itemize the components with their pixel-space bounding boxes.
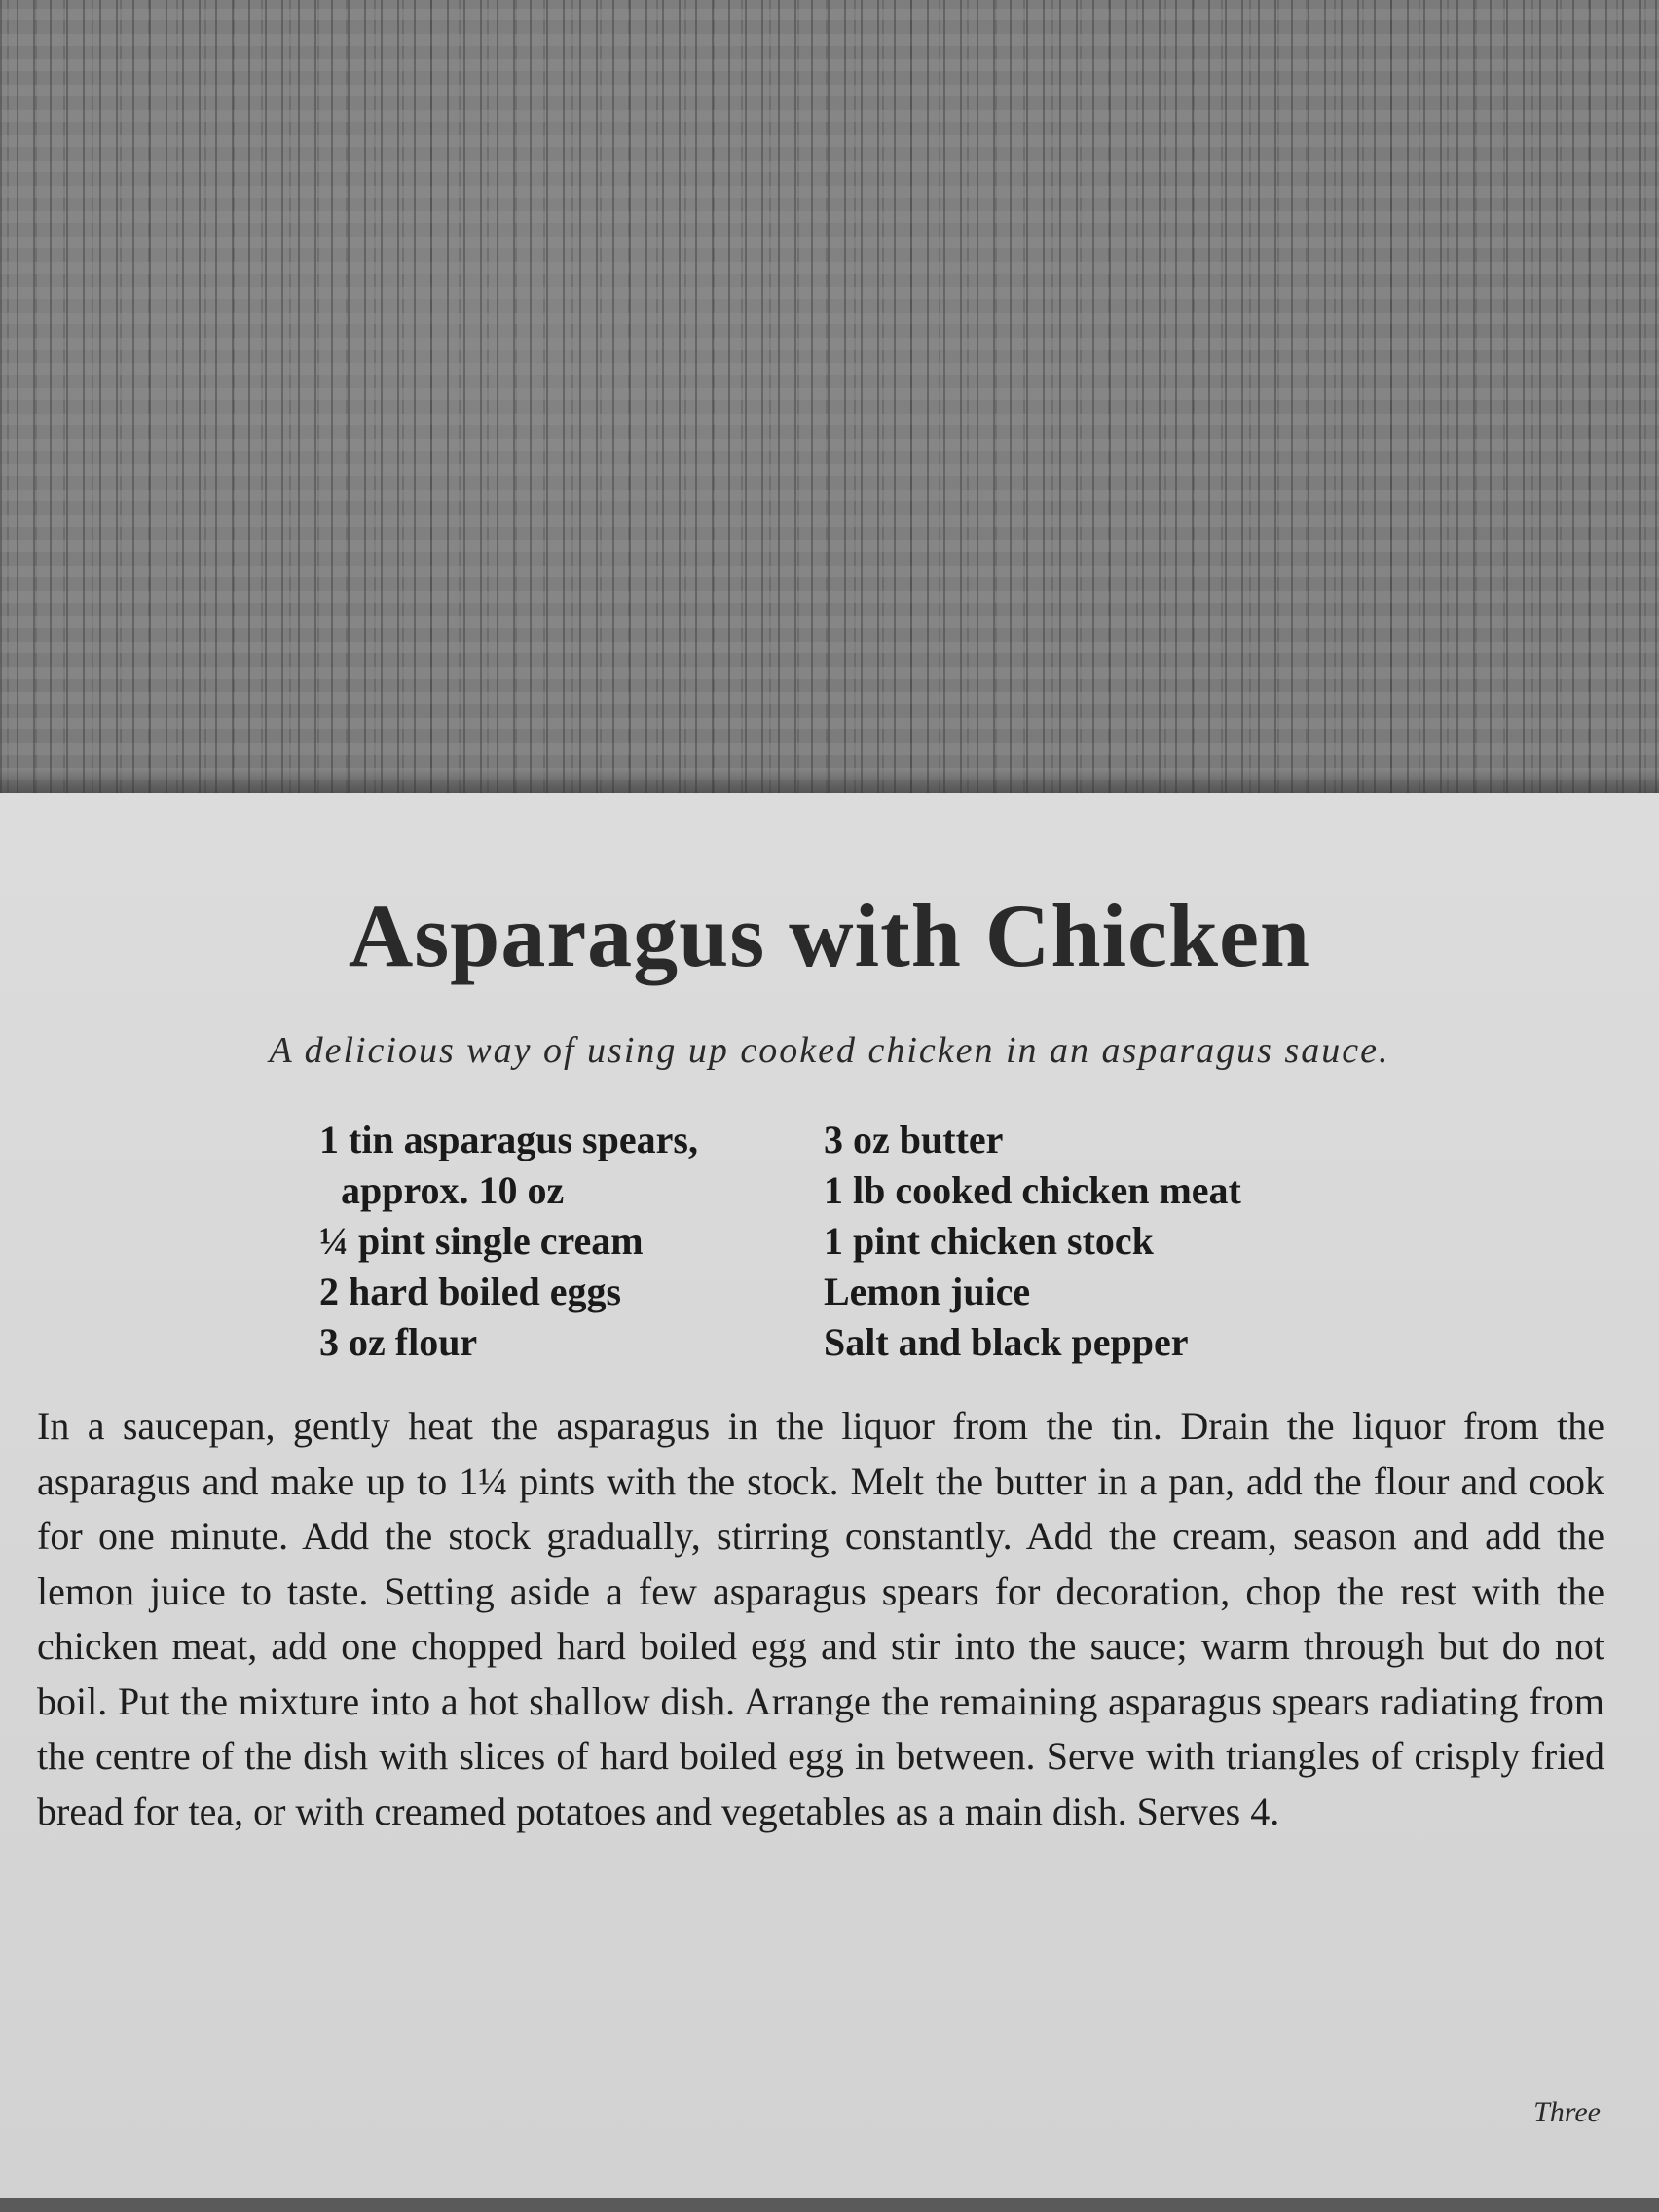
ingredient-item: 2 hard boiled eggs (319, 1270, 622, 1313)
ingredient-item: 1 lb cooked chicken meat (824, 1168, 1241, 1212)
recipe-title: Asparagus with Chicken (348, 886, 1311, 985)
ingredient-item: 3 oz flour (319, 1320, 478, 1364)
ingredient-item: 1 tin asparagus spears, (319, 1118, 698, 1161)
page-bottom-edge (0, 2198, 1659, 2212)
recipe-subtitle: A delicious way of using up cooked chicken in an asparagus sauce. (269, 1030, 1390, 1071)
ingredient-item: 3 oz butter (824, 1118, 1004, 1161)
ingredient-item: Lemon juice (824, 1270, 1031, 1313)
ingredients-list-right (824, 1115, 1241, 1368)
ingredient-item: Salt and black pepper (824, 1320, 1189, 1364)
ingredient-item: approx. 10 oz (341, 1168, 565, 1212)
recipe-method: In a saucepan, gently heat the asparagus in the liquor from the tin. Drain the liquor from the asparagus and make up to 1¼ pints with the stock. Melt the butter in a pan, add the flour and cook for one minute. Add the stock gradually, stirring constantly. Add the cream, season and add the lemon juice to taste. Setting aside a few asparagus spears for decoration, chop the rest with the chicken meat, add one chopped hard boiled egg and stir into the sauce; warm through but do not boil. Put the mixture into a hot shallow dish. Arrange the remaining asparagus spears radiating from the centre of the dish with slices of hard boiled egg in between. Serve with triangles of crisply fried bread for tea, or with creamed potatoes and vegetables as a main dish. Serves 4. (37, 1404, 1604, 1833)
recipe-page (0, 793, 1659, 2198)
ingredient-item: 1 pint chicken stock (824, 1219, 1154, 1263)
ingredient-item: ¼ pint single cream (319, 1219, 644, 1263)
page-number: Three (1533, 2096, 1601, 2128)
textured-background (0, 0, 1659, 793)
page-shadow (0, 769, 1659, 793)
ingredients-list-left (319, 1115, 698, 1368)
